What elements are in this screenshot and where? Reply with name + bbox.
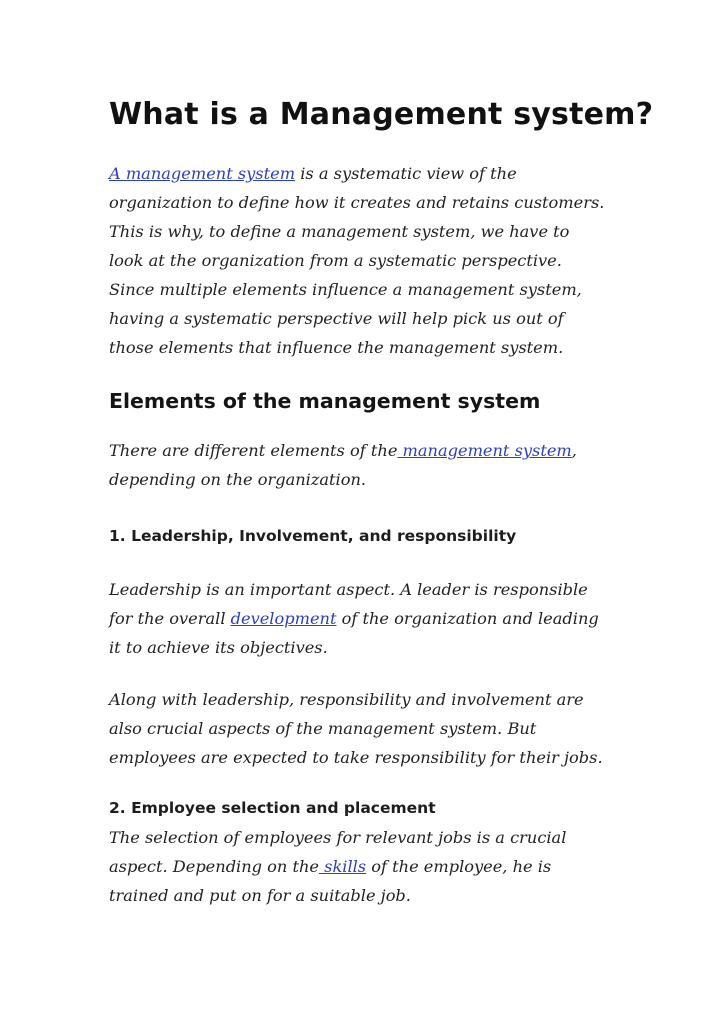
- leadership-line-3: it to achieve its objectives.: [109, 638, 328, 657]
- selection-line-1: The selection of employees for relevant jobs is a crucial: [109, 828, 567, 847]
- page-title: What is a Management system?: [109, 97, 654, 132]
- elements-heading: Elements of the management system: [109, 389, 541, 413]
- leadership-line-1: Leadership is an important aspect. A leader is responsible: [109, 580, 588, 599]
- intro-line-7: those elements that influence the management system.: [109, 338, 564, 357]
- intro-line-5: Since multiple elements influence a management system,: [109, 280, 582, 299]
- intro-paragraph: [109, 159, 604, 362]
- intro-line-2: organization to define how it creates and retains customers.: [109, 193, 605, 212]
- intro-line-3: This is why, to define a management system, we have to: [109, 222, 570, 241]
- responsibility-line-2: also crucial aspects of the management system. But: [109, 719, 537, 738]
- elements-intro-line-1: There are different elements of the management system,: [109, 441, 577, 460]
- management-system-link-2[interactable]: management system: [397, 441, 572, 460]
- responsibility-paragraph: [109, 685, 603, 772]
- intro-line-6: having a systematic perspective will help pick us out of: [109, 309, 564, 328]
- intro-line-4: look at the organization from a systematic perspective.: [109, 251, 562, 270]
- leadership-paragraph: [109, 575, 599, 662]
- selection-line-2: aspect. Depending on the skills of the employee, he is: [109, 857, 552, 876]
- selection-line-3: trained and put on for a suitable job.: [109, 886, 411, 905]
- elements-intro-paragraph: [109, 436, 577, 494]
- leadership-line-2: for the overall development of the organization and leading: [109, 609, 599, 628]
- elements-intro-line-2: depending on the organization.: [109, 470, 367, 489]
- section1-heading: 1. Leadership, Involvement, and responsibility: [109, 527, 517, 545]
- intro-line-1: A management system is a systematic view of the: [109, 164, 517, 183]
- responsibility-line-3: employees are expected to take responsibility for their jobs.: [109, 748, 603, 767]
- management-system-link[interactable]: A management system: [109, 164, 296, 183]
- selection-paragraph: [109, 823, 566, 910]
- development-link[interactable]: development: [230, 609, 337, 628]
- section2-heading: 2. Employee selection and placement: [109, 799, 436, 817]
- skills-link[interactable]: skills: [319, 857, 367, 876]
- responsibility-line-1: Along with leadership, responsibility and involvement are: [109, 690, 584, 709]
